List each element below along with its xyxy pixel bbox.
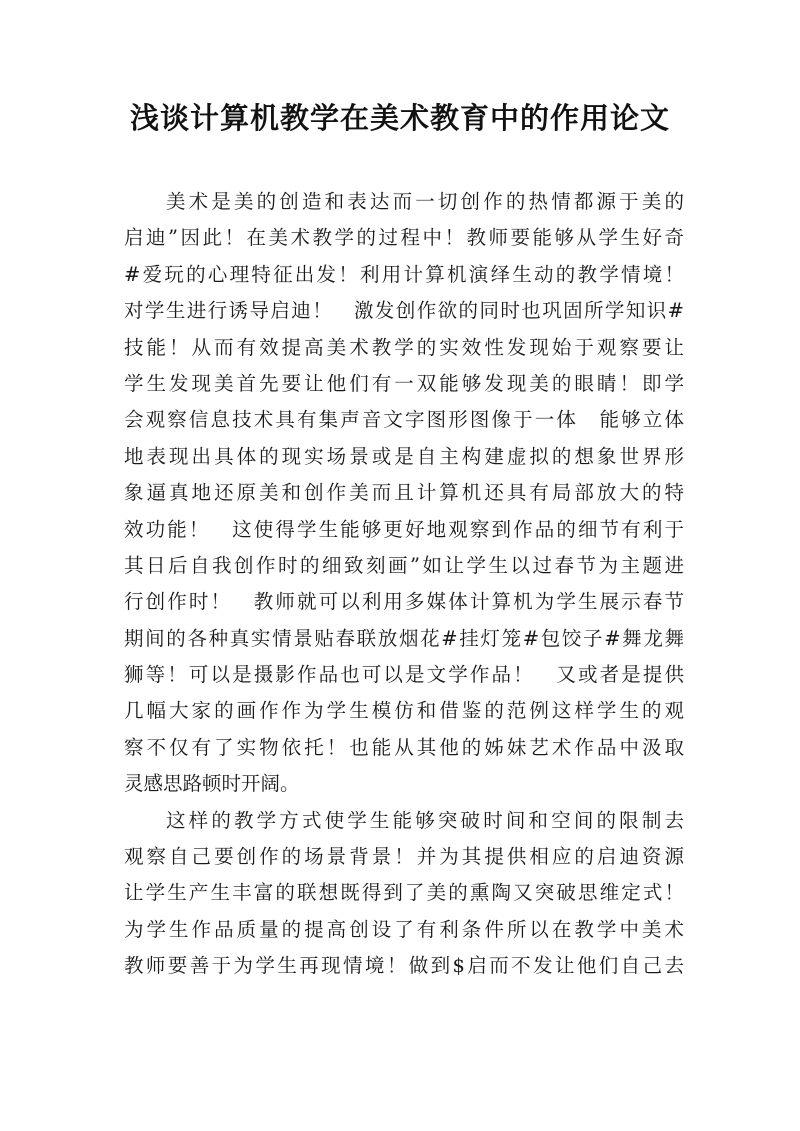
text-line: 对学生进行诱导启迪！ 激发创作欲的同时也巩固所学知识#: [124, 299, 684, 323]
text-line: #爱玩的心理特征出发！利用计算机演绎生动的教学情境！: [124, 262, 684, 286]
text-line: 象逼真地还原美和创作美而且计算机还具有局部放大的特: [124, 481, 684, 505]
text-line: 让学生产生丰富的联想既得到了美的熏陶又突破思维定式！: [124, 881, 684, 905]
text-line: 技能！从而有效提高美术教学的实效性发现始于观察要让: [124, 335, 684, 359]
document-body: [124, 184, 684, 985]
text-line: 灵感思路顿时开阔。: [124, 772, 300, 796]
text-line: 美术是美的创造和表达而一切创作的热情都源于美的: [166, 190, 684, 213]
text-line: 学生发现美首先要让他们有一双能够发现美的眼睛！即学: [124, 371, 684, 395]
text-line: 为学生作品质量的提高创设了有利条件所以在教学中美术: [124, 917, 684, 941]
text-line: 察不仅有了实物依托！也能从其他的姊妹艺术作品中汲取: [124, 735, 684, 759]
text-line: 其日后自我创作时的细致刻画”如让学生以过春节为主题进: [124, 553, 684, 577]
text-line: 启迪”因此！在美术教学的过程中！教师要能够从学生好奇: [124, 226, 684, 250]
text-line: 会观察信息技术具有集声音文字图形图像于一体 能够立体: [124, 408, 684, 432]
text-line: 几幅大家的画作作为学生模仿和借鉴的范例这样学生的观: [124, 699, 684, 723]
text-line: 观察自己要创作的场景背景！并为其提供相应的启迪资源: [124, 845, 684, 869]
text-line: 地表现出具体的现实场景或是自主构建虚拟的想象世界形: [124, 444, 684, 468]
document-title: 浅谈计算机教学在美术教育中的作用论文: [129, 101, 670, 135]
text-line: 期间的各种真实情景贴春联放烟花#挂灯笼#包饺子#舞龙舞: [124, 626, 684, 650]
text-line: 这样的教学方式使学生能够突破时间和空间的限制去: [166, 808, 684, 832]
text-line: 行创作时！ 教师就可以利用多媒体计算机为学生展示春节: [124, 590, 684, 614]
paragraph-1: [124, 184, 684, 803]
text-line: 教师要善于为学生再现情境！做到$启而不发让他们自己去: [124, 954, 684, 978]
text-line: 效功能！ 这使得学生能够更好地观察到作品的细节有利于: [124, 517, 684, 541]
text-line: 狮等！可以是摄影作品也可以是文学作品！ 又或者是提供: [124, 663, 684, 687]
paragraph-2: [124, 803, 684, 985]
